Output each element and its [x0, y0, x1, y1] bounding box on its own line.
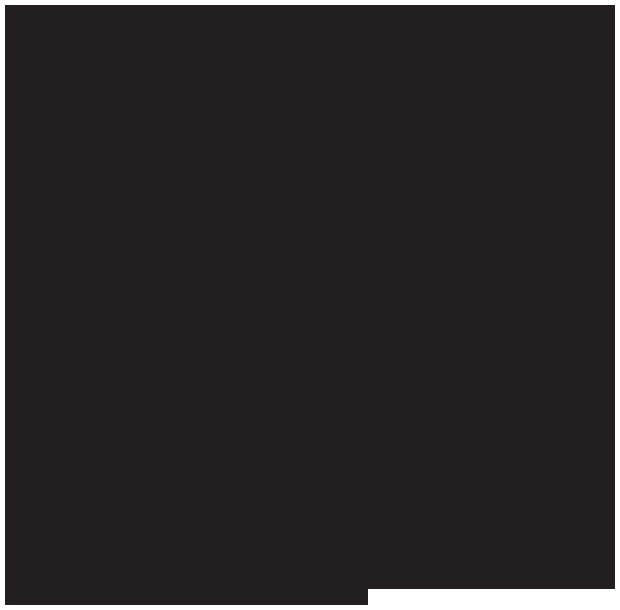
dark-rectangle-main	[5, 5, 615, 589]
dark-rectangle-bottom-tab	[5, 589, 368, 605]
